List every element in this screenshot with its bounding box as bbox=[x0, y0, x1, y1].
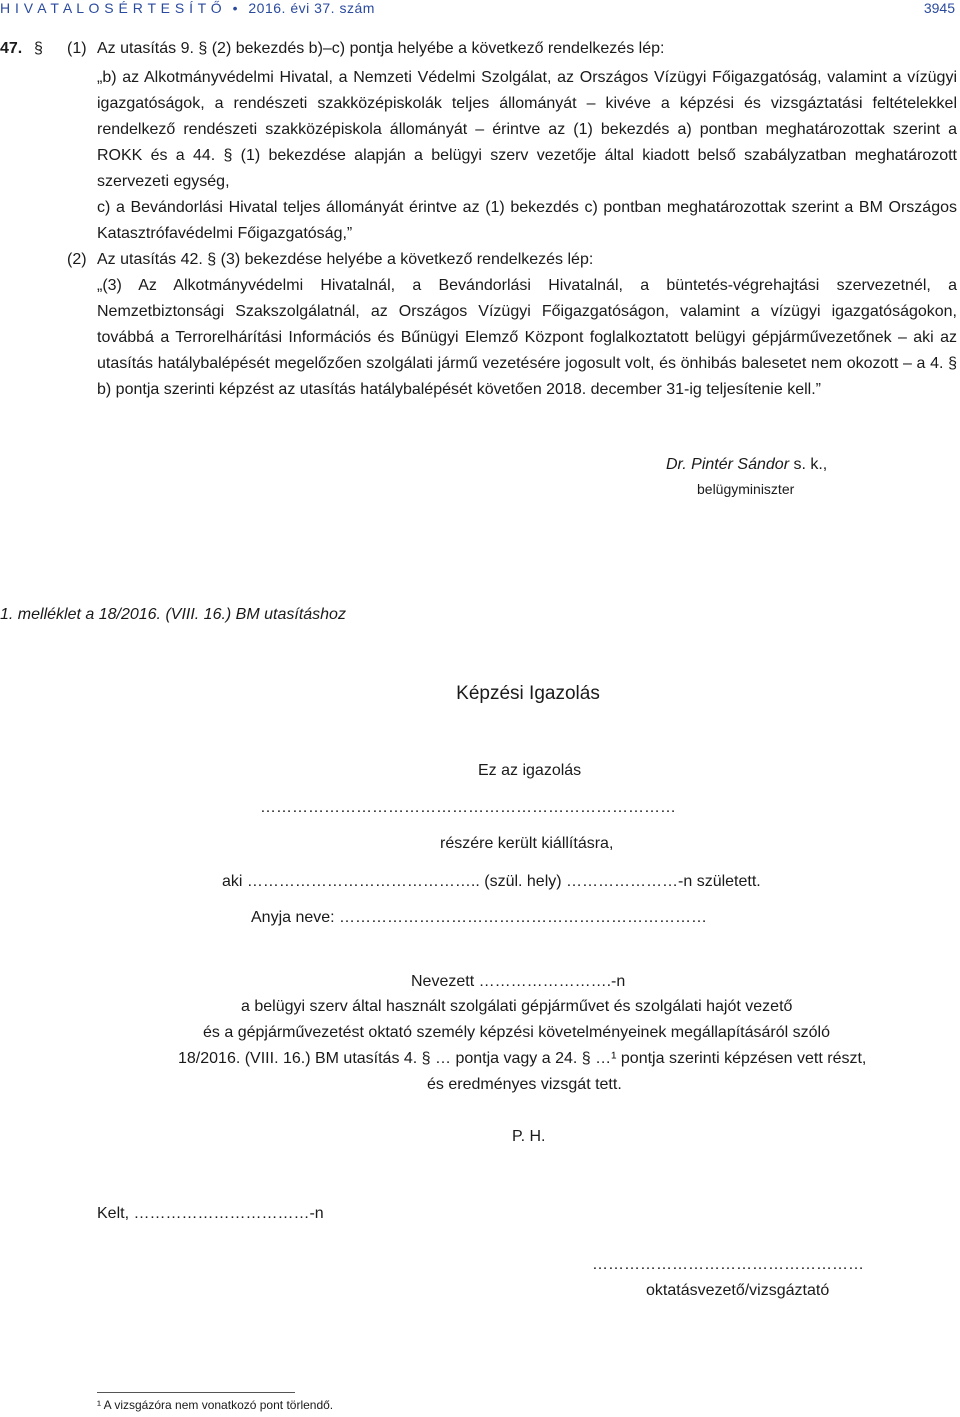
form-line-7: a belügyi szerv által használt szolgálati gépjárművet és szolgálati hajót vezető bbox=[241, 998, 793, 1015]
para1-intro: Az utasítás 9. § (2) bekezdés b)–c) pontja helyébe a következő rendelkezés lép: bbox=[97, 40, 665, 57]
form-line-10: és eredményes vizsgát tett. bbox=[427, 1076, 622, 1093]
signer-title: belügyminiszter bbox=[697, 481, 795, 497]
form-line-1: Ez az igazolás bbox=[478, 762, 582, 779]
issue-label: 2016. évi 37. szám bbox=[248, 0, 375, 16]
stamp-placeholder: P. H. bbox=[512, 1128, 546, 1145]
form-name-dotted-line: …………………………………………………………………… bbox=[260, 799, 676, 816]
para1-point-b: „b) az Alkotmányvédelmi Hivatal, a Nemzeti Védelmi Szolgálat, az Országos Vízügyi Főigazgatóság, valamint a vízügyi igazgatóságok, a rendészeti szakközépiskolák teljes állományát – kivéve a képzési és vizsgáztatási feltételekkel rendelkező rendészeti szakközépiskola állományát – érintve az (1) bekezdés a) pontban meghatározottak szerint a ROKK és a 44. § (1) bekezdése alapján a belügyi szerv vezetője által kiadott belső szabályzatban meghatározott szervezeti egység, bbox=[97, 69, 957, 190]
bullet-separator: • bbox=[232, 0, 238, 16]
section-number: 47. bbox=[0, 40, 23, 57]
para1-point-c: c) a Bevándorlási Hivatal teljes állományát érintve az (1) bekezdés c) pontban meghatározottak szerint a BM Országos Katasztrófavédelmi Főigazgatóság,” bbox=[97, 199, 957, 242]
form-heading: Képzési Igazolás bbox=[456, 683, 600, 704]
form-line-6: Nevezett …………………….-n bbox=[411, 973, 626, 990]
journal-title: H I V A T A L O S É R T E S Í T Ő bbox=[0, 0, 223, 16]
journal-header bbox=[0, 0, 375, 16]
footnote-rule bbox=[97, 1392, 295, 1393]
signature-block bbox=[666, 456, 827, 474]
para2-intro: Az utasítás 42. § (3) bekezdése helyébe a következő rendelkezés lép: bbox=[97, 251, 594, 268]
form-birth-line: aki …………………………………….. (szül. hely) …………………-n született. bbox=[222, 873, 761, 890]
form-line-3: részére került kiállításra, bbox=[440, 835, 614, 852]
date-place-line: Kelt, ……………………………-n bbox=[97, 1205, 324, 1222]
form-mother-name-line: Anyja neve: …………………………………………………………… bbox=[251, 909, 708, 926]
page-number: 3945 bbox=[923, 0, 955, 16]
signature-label: oktatásvezető/vizsgáztató bbox=[646, 1282, 830, 1299]
signer-suffix: s. k., bbox=[789, 456, 828, 473]
footnote: ¹ A vizsgázóra nem vonatkozó pont törlendő. bbox=[97, 1398, 334, 1412]
form-line-9: 18/2016. (VIII. 16.) BM utasítás 4. § … pontja vagy a 24. § …¹ pontja szerinti képzésen vett részt, bbox=[178, 1050, 867, 1067]
signer-name: Dr. Pintér Sándor bbox=[666, 456, 790, 473]
para2-text: „(3) Az Alkotmányvédelmi Hivatalnál, a Bevándorlási Hivatalnál, a büntetés-végrehajtási szervezetnél, a Nemzetbiztonsági Szakszolgálatnál, az Országos Vízügyi Főigazgatóságon, valamint a vízügyi igazgatóságokon, továbbá a Terrorelhárítási Információs és Bűnügyi Elemző Központ foglalkoztatott belügyi gépjárművezetőnek – aki az utasítás hatálybalépését megelőzően szolgálati jármű vezetésére jogosult volt, és önhibás balesetet nem okozott – a 4. § b) pontja szerinti képzést az utasítás hatálybalépését követően 2018. december 31-ig teljesítenie kell.” bbox=[97, 277, 957, 398]
section-symbol: § bbox=[34, 40, 43, 57]
annex-title: 1. melléklet a 18/2016. (VIII. 16.) BM utasításhoz bbox=[0, 606, 346, 623]
signature-dotted-line: …………………………………………… bbox=[592, 1256, 864, 1273]
para2-label: (2) bbox=[67, 251, 87, 268]
form-line-8: és a gépjárművezetést oktató személy képzési követelményeinek megállapításáról szóló bbox=[203, 1024, 830, 1041]
para1-label: (1) bbox=[67, 40, 87, 57]
